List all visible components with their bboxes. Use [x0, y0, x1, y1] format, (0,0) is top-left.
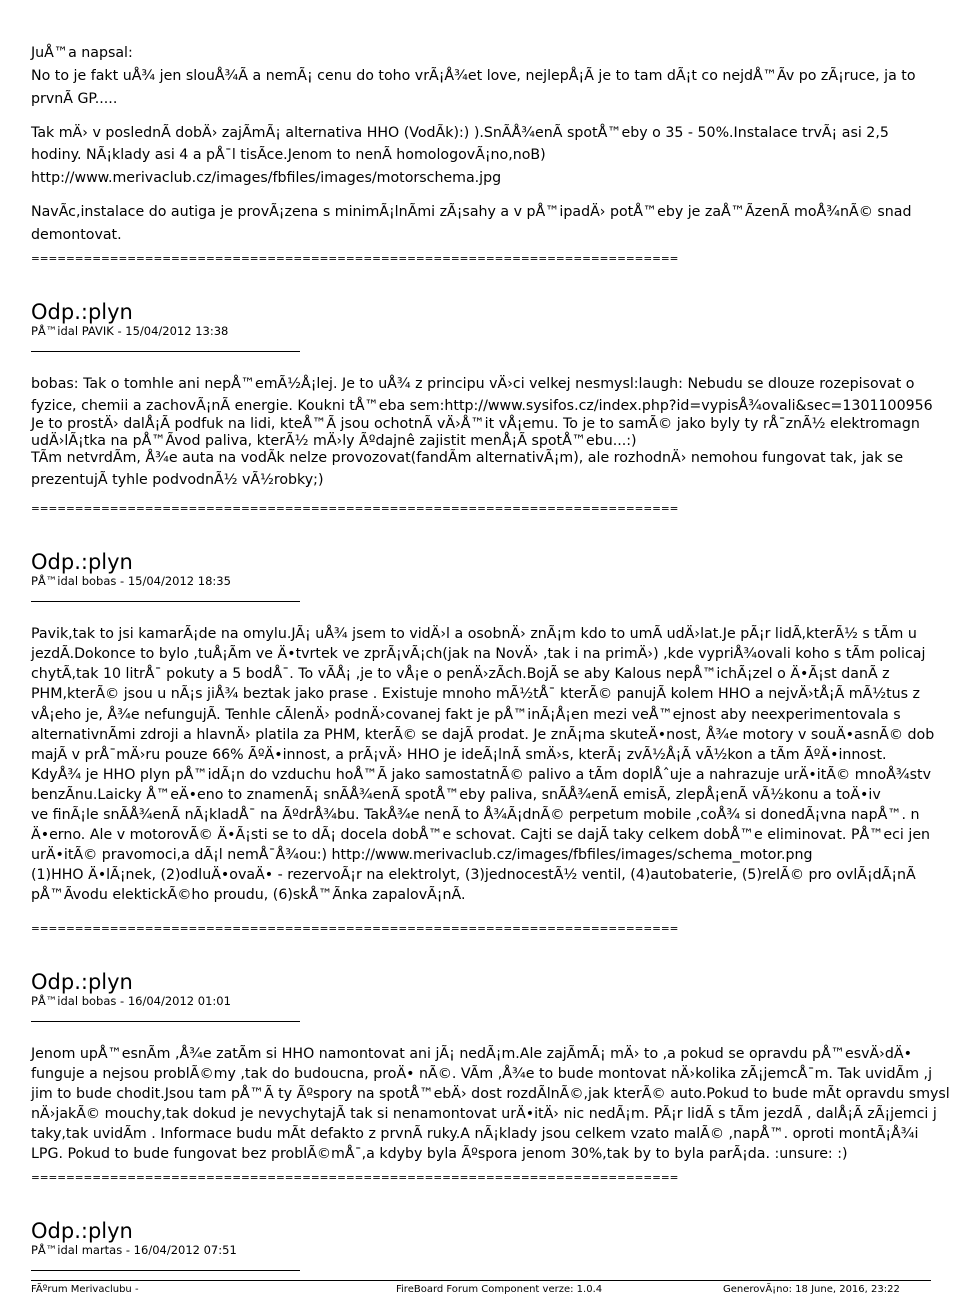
- separator: ==========================================================================: [31, 253, 679, 265]
- quote-link: http://www.merivaclub.cz/images/fbfiles/images/motorschema.jpg: [31, 170, 502, 186]
- post-line: Jenom upÅ™esnÃm ,Å¾e zatÃm si HHO namontovat ani jÃ¡ nedÃ¡m.Ale zajÃmÃ¡ mÄ› to ,a pokud se opravdu pÅ™esvÄ›dÄ•: [31, 1046, 912, 1062]
- quote-line: JuÅ™a napsal:: [31, 45, 133, 61]
- post-line: ve finÃ¡le snÃÅ¾enÃ nÃ¡kladÅ¯ na ÃºdrÅ¾bu. TakÅ¾e nenÃ to Å¾Ã¡dnÃ© perpetum mobile ,coÅ¾ si donedÃ¡vna napÅ™. n: [31, 807, 920, 823]
- quote-line: Tak mÄ› v poslednÃ dobÄ› zajÃmÃ¡ alternativa HHO (VodÃk):) ).SnÃÅ¾enÃ spotÅ™eby o 35 - 50%.Instalace trvÃ¡ asi 2,5: [31, 125, 889, 141]
- post-line: Ä•erno. Ale v motorovÃ© Ä•Ã¡sti se to dÃ¡ docela dobÅ™e schovat. Cajti se dajÃ taky celkem dobÅ™e eliminovat. PÅ™eci jen: [31, 827, 931, 843]
- meta-divider: [31, 1270, 300, 1271]
- quote-line: hodiny. NÃ¡klady asi 4 a pÅ¯l tisÃce.Jenom to nenÃ homologovÃ¡no,noB): [31, 147, 546, 163]
- footer-component: FireBoard Forum Component verze: 1.0.4: [396, 1284, 603, 1295]
- post-line: fyzice, chemii a zachovÃ¡nÃ energie. Koukni tÅ™eba sem:http://www.sysifos.cz/index.php?id=vypisÅ¾ovali&sec=1301100956: [31, 398, 933, 414]
- post-line: chytÃ,tak 10 litrÅ¯ pokuty a 5 bodÅ¯. To vÃÅ¡ ,je to vÅ¡e o penÄ›zÃch.BojÃ se aby Kalous nepÅ™ichÃ¡zel o Ä•Ã¡st danÃ z: [31, 666, 890, 682]
- forum-page: [31, 0, 960, 1297]
- quote-line: No to je fakt uÅ¾ jen slouÅ¾Ã a nemÃ¡ cenu do toho vrÃ¡Å¾et love, nejlepÅ¡Ã je to tam dÃ¡t co nejdÅ™Ãv po zÃ¡ruce, ja to: [31, 68, 916, 84]
- post-line: alternativnÃmi zdroji a hlavnÄ› platila za PHM, kterÃ© se dajÃ prodat. Je znÃ¡ma skuteÄ•nost, Å¾e motory v souÄ•asnÃ© dob: [31, 727, 935, 743]
- page-footer: [31, 1280, 931, 1296]
- post-line: Je to prostÄ› dalÅ¡Ã podfuk na lidi, kteÅ™Ã jsou ochotnÃ vÄ›Å™it vÅ¡emu. To je to samÃ© jako byly ty rÅ¯znÃ½ elektromagn: [31, 416, 920, 432]
- post-line: bobas: Tak o tomhle ani nepÅ™emÃ½Å¡lej. Je to uÅ¾ z principu vÄ›ci velkej nesmysl:laugh: Nebudu se dlouze rozepisovat o: [31, 376, 915, 392]
- post-line: KdyÅ¾ je HHO plyn pÅ™idÃ¡n do vzduchu hoÅ™Ã jako samostatnÃ© palivo a tÃm doplÅˆuje a nahrazuje urÄ•itÃ© mnoÅ¾stv: [31, 767, 931, 783]
- post-line: funguje a nejsou problÃ©my ,tak do budoucna, proÄ• nÃ©. VÃm ,Å¾e to bude montovat nÄ›kolika zÃ¡jemcÅ¯m. Tak uvidÃm ,j: [31, 1066, 933, 1082]
- post-meta: PÅ™idal bobas - 15/04/2012 18:35: [31, 574, 231, 588]
- meta-divider: [31, 1021, 300, 1022]
- post-line: nÄ›jakÃ© mouchy,tak dokud je nevychytajÃ tak si nenamontovat urÄ•itÄ› nic nedÃ¡m. PÃ¡r lidÃ s tÃm jezdÃ , dalÅ¡Ã zÃ¡jemci j: [31, 1106, 937, 1122]
- post-line: taky,tak uvidÃm . Informace budu mÃt defakto z prvnÃ ruky.A nÃ¡klady jsou celkem vzato malÃ© ,napÅ™. oproti montÃ¡Å¾i: [31, 1126, 919, 1142]
- separator: ==========================================================================: [31, 503, 679, 515]
- quote-line: prvnÃ GP.....: [31, 91, 118, 107]
- quote-line: NavÃc,instalace do autiga je provÃ¡zena s minimÃ¡lnÃmi zÃ¡sahy a v pÅ™ipadÄ› potÅ™eby je zaÅ™ÃzenÃ moÅ¾nÃ© snad: [31, 204, 912, 220]
- post-line: Pavik,tak to jsi kamarÃ¡de na omylu.JÃ¡ uÅ¾ jsem to vidÄ›l a osobnÄ› znÃ¡m kdo to umÃ udÄ›lat.Je pÃ¡r lidÃ,kterÃ½ s tÃm u: [31, 626, 917, 642]
- separator: ==========================================================================: [31, 923, 679, 935]
- post-line: prezentujÃ tyhle podvodnÃ½ vÃ½robky;): [31, 472, 324, 488]
- post-heading: Odp.:plyn: [31, 300, 133, 324]
- post-heading: Odp.:plyn: [31, 1219, 133, 1243]
- post-line: (1)HHO Ä•lÃ¡nek, (2)odluÄ•ovaÄ• - rezervoÃ¡r na elektrolyt, (3)jednocestÃ½ ventil, (4)autobaterie, (5)relÃ© pro ovlÃ¡dÃ¡nÃ: [31, 867, 916, 883]
- footer-site: FÃºrum Merivaclubu -: [31, 1284, 139, 1295]
- post-line: jim to bude chodit.Jsou tam pÅ™Ã ty Ãºspory na spotÅ™ebÄ› dost rozdÃlnÃ©,jak kterÃ© auto.Pokud to bude mÃt opravdu smysl: [31, 1086, 950, 1102]
- post-meta: PÅ™idal bobas - 16/04/2012 01:01: [31, 994, 231, 1008]
- post-line: jezdÃ.Dokonce to bylo ,tuÅ¡Ãm ve Ä•tvrtek ve zprÃ¡vÃ¡ch(jak na NovÄ› ,tak i na primÄ›) ,kde vypriÅ¾ovali koho s tÃm policaj: [31, 646, 926, 662]
- post-heading: Odp.:plyn: [31, 970, 133, 994]
- post-line: urÄ•itÃ© pravomoci,a dÃ¡l nemÅ¯Å¾ou:) http://www.merivaclub.cz/images/fbfiles/images/schema_motor.png: [31, 847, 813, 863]
- post-heading: Odp.:plyn: [31, 550, 133, 574]
- post-line: pÅ™Ãvodu elektickÃ©ho proudu, (6)skÅ™Ãnka zapalovÃ¡nÃ.: [31, 887, 466, 903]
- meta-divider: [31, 601, 300, 602]
- post-line: TÃm netvrdÃm, Å¾e auta na vodÃk nelze provozovat(fandÃm alternativÃ¡m), ale rozhodnÄ› nemohou fungovat tak, jak se: [31, 450, 904, 466]
- quote-line: demontovat.: [31, 227, 122, 243]
- separator: ==========================================================================: [31, 1172, 679, 1184]
- post-line: benzÃnu.Laicky Å™eÄ•eno to znamenÃ¡ snÃÅ¾enÃ spotÅ™eby paliva, snÃÅ¾enÃ emisÃ, zlepÅ¡enÃ vÃ½konu a toÄ•iv: [31, 787, 881, 803]
- post-line: udÄ›lÃ¡tka na pÅ™Ãvod paliva, kterÃ½ mÄ›ly Ãºdajnê zajistit menÅ¡Ã spotÅ™ebu...:): [31, 433, 637, 449]
- meta-divider: [31, 351, 300, 352]
- post-line: PHM,kterÃ© jsou u nÃ¡s jiÅ¾ beztak jako prase . Existuje mnoho mÃ½tÅ¯ kterÃ© panujÃ kolem HHO a nejvÄ›tÅ¡Ã mÃ½tus z: [31, 686, 920, 702]
- post-line: majÃ v prÅ¯mÄ›ru pouze 66% ÃºÄ•innost, a prÃ¡vÄ› HHO je ideÃ¡lnÃ smÄ›s, kterÃ¡ zvÃ½Å¡Ã vÃ½kon a tÃm ÃºÄ•innost.: [31, 747, 887, 763]
- post-meta: PÅ™idal martas - 16/04/2012 07:51: [31, 1243, 237, 1257]
- footer-generated: GenerovÃ¡no: 18 June, 2016, 23:22: [723, 1284, 900, 1295]
- post-line: LPG. Pokud to bude fungovat bez problÃ©mÅ¯,a kdyby byla Ãºspora jenom 30%,tak by to byla parÃ¡da. :unsure: :): [31, 1146, 848, 1162]
- post-line: vÅ¡eho je, Å¾e nefungujÃ. Tenhle cÃlenÄ› podnÄ›covanej fakt je pÅ™inÃ¡Å¡en mezi veÅ™ejnost aby neexperimentovala s: [31, 707, 901, 723]
- post-meta: PÅ™idal PAVIK - 15/04/2012 13:38: [31, 324, 229, 338]
